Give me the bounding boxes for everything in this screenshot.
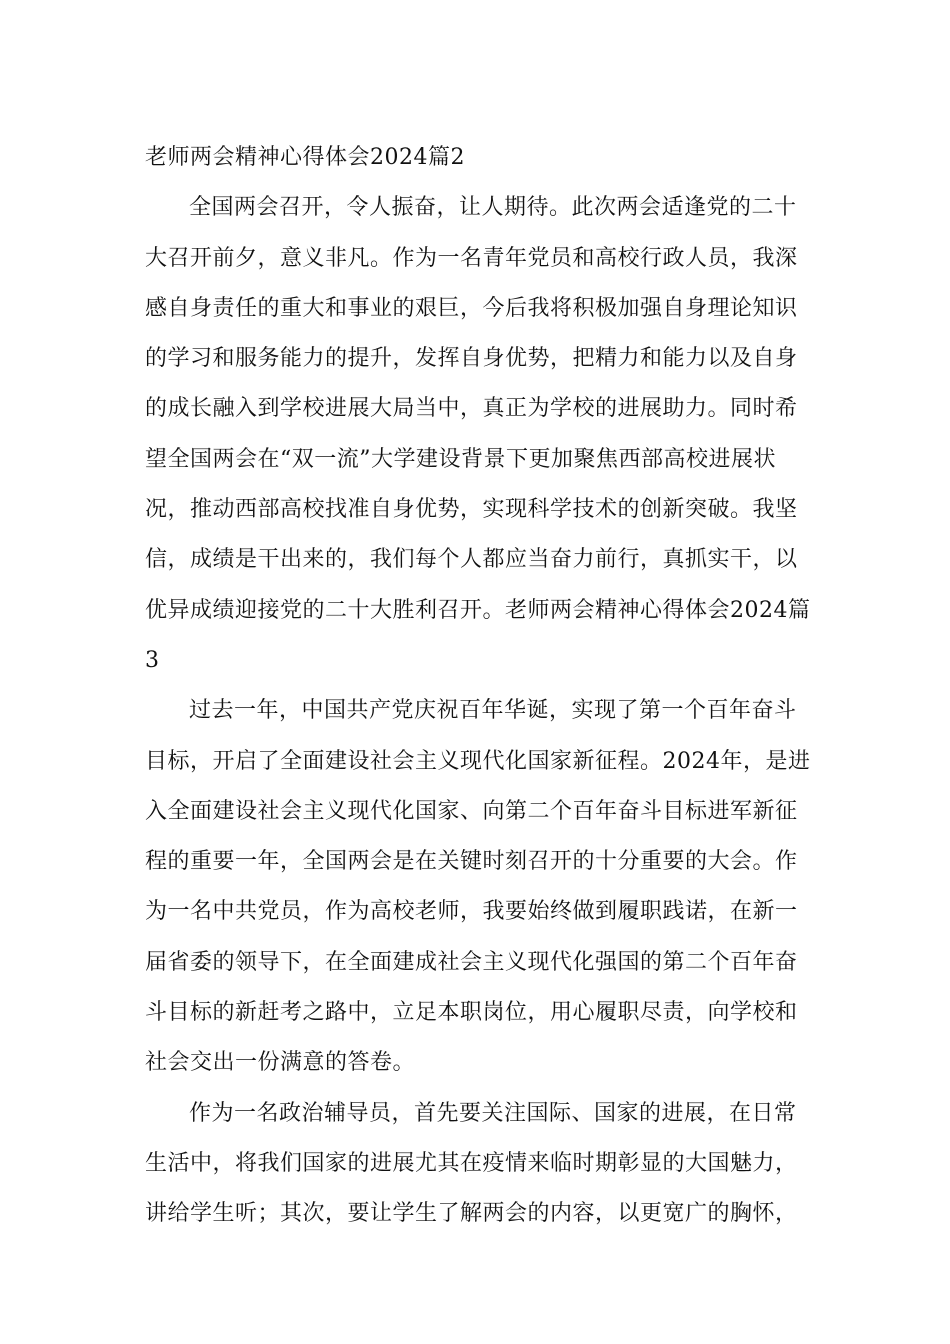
text-line: 社会交出一份满意的答卷。 xyxy=(145,1050,416,1076)
document-body xyxy=(145,133,810,1240)
text-line: 望全国两会在“双一流”大学建设背景下更加聚焦西部高校进展状 xyxy=(145,446,776,472)
text-line: 斗目标的新赶考之路中，立足本职岗位，用心履职尽责，向学校和 xyxy=(145,1000,798,1026)
text-line: 大召开前夕，意义非凡。作为一名青年党员和高校行政人员，我深 xyxy=(145,245,798,271)
text-line: 讲给学生听；其次，要让学生了解两会的内容，以更宽广的胸怀， xyxy=(145,1201,798,1227)
text-line: 信，成绩是干出来的，我们每个人都应当奋力前行，真抓实干，以 xyxy=(145,547,798,573)
text-line: 优异成绩迎接党的二十大胜利召开。老师两会精神心得体会2024篇 xyxy=(145,597,811,623)
text-line: 的学习和服务能力的提升，发挥自身优势，把精力和能力以及自身 xyxy=(145,346,798,372)
heading-part-2: 老师两会精神心得体会2024篇2 xyxy=(145,145,465,170)
text-line: 的成长融入到学校进展大局当中，真正为学校的进展助力。同时希 xyxy=(145,396,798,422)
text-line: 届省委的领导下，在全面建成社会主义现代化强国的第二个百年奋 xyxy=(145,949,798,975)
text-line: 程的重要一年，全国两会是在关键时刻召开的十分重要的大会。作 xyxy=(145,849,798,875)
text-line: 全国两会召开，令人振奋，让人期待。此次两会适逢党的二十 xyxy=(189,195,797,221)
text-line: 3 xyxy=(145,647,160,673)
text-line: 生活中，将我们国家的进展尤其在疫情来临时期彰显的大国魅力， xyxy=(145,1150,798,1176)
text-line: 作为一名政治辅导员，首先要关注国际、国家的进展，在日常 xyxy=(189,1100,797,1126)
text-line: 目标，开启了全面建设社会主义现代化国家新征程。2024年，是进 xyxy=(145,748,811,774)
text-line: 感自身责任的重大和事业的艰巨，今后我将积极加强自身理论知识 xyxy=(145,295,798,321)
text-line: 过去一年，中国共产党庆祝百年华诞，实现了第一个百年奋斗 xyxy=(189,698,797,724)
text-line: 况，推动西部高校找准自身优势，实现科学技术的创新突破。我坚 xyxy=(145,497,798,523)
text-line: 入全面建设社会主义现代化国家、向第二个百年奋斗目标进军新征 xyxy=(145,798,798,824)
text-line: 为一名中共党员，作为高校老师，我要始终做到履职践诺，在新一 xyxy=(145,899,798,925)
